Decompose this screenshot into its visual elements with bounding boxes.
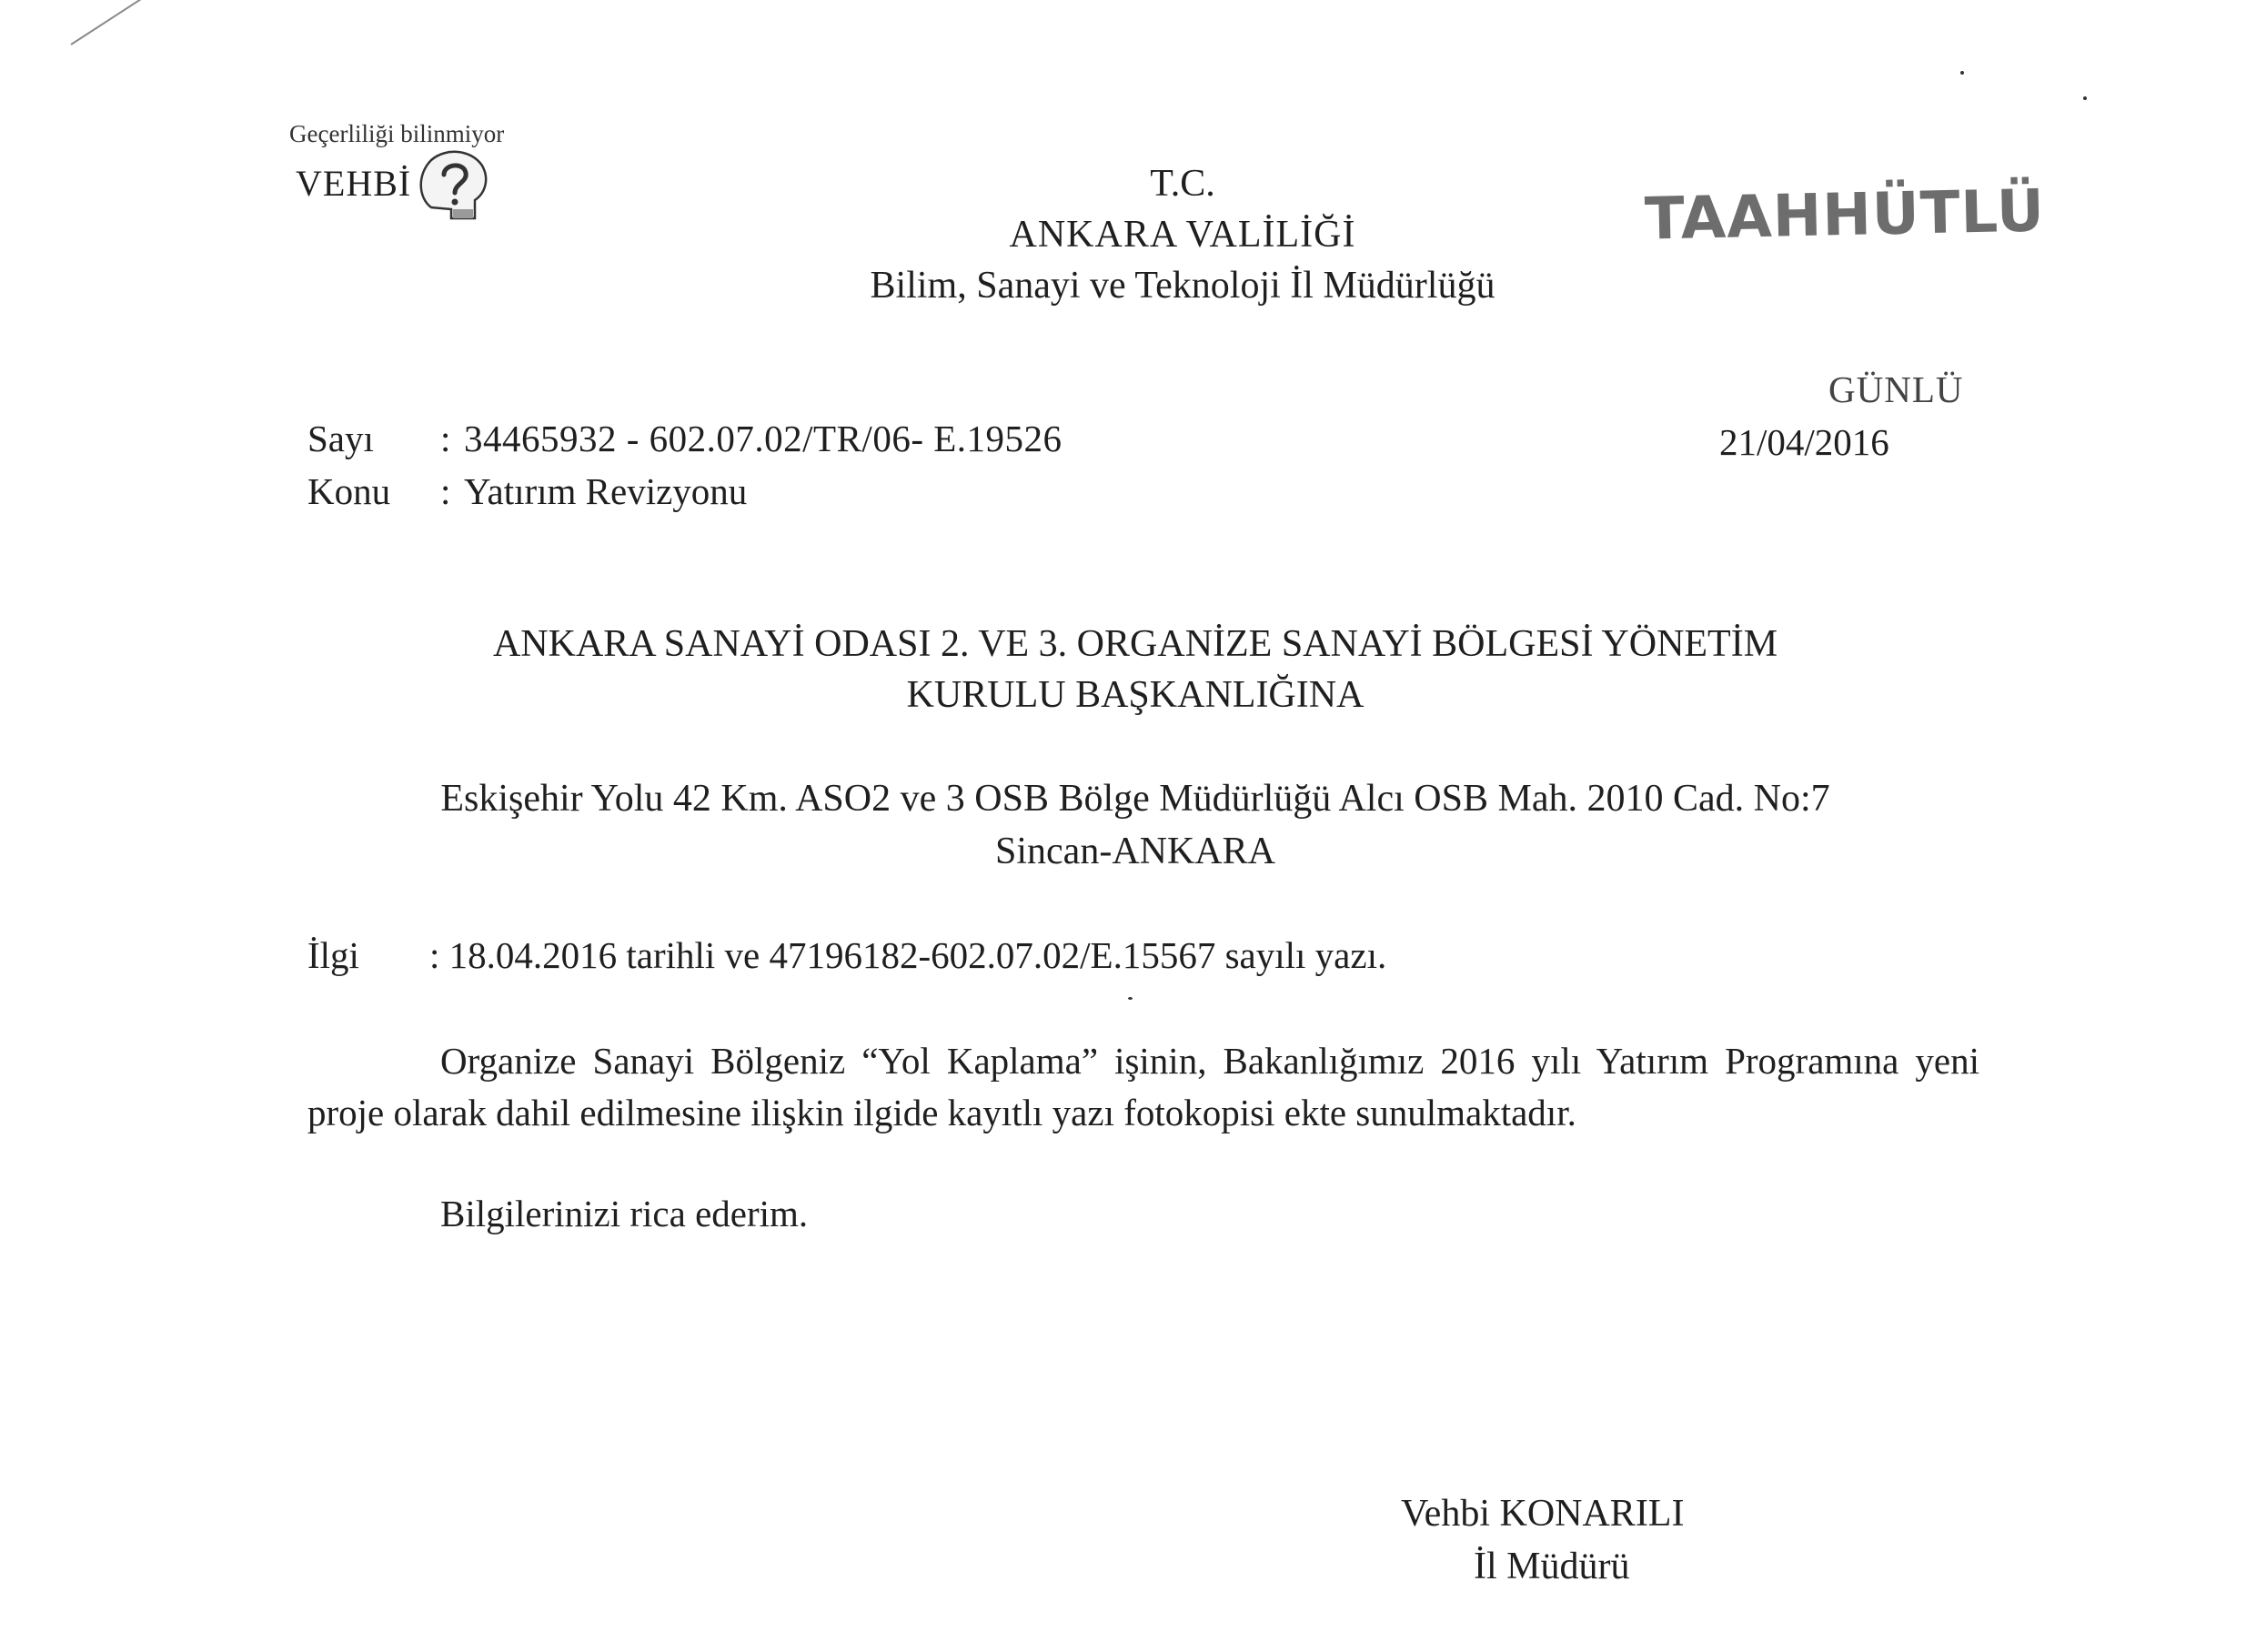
sayi-value: 34465932 - 602.07.02/TR/06- E.19526 — [464, 418, 1063, 459]
konu-colon: : — [440, 470, 451, 512]
sayi-colon: : — [440, 418, 451, 459]
reference-label: İlgi — [307, 934, 359, 976]
konu-value: Yatırım Revizyonu — [464, 470, 748, 512]
initial-mark: VEHBİ — [296, 163, 412, 204]
signatory-name: Vehbi KONARILI — [1401, 1493, 1685, 1535]
header-governorship: ANKARA VALİLİĞİ — [1009, 214, 1356, 256]
closing-sentence: Bilgilerinizi rica ederim. — [440, 1193, 809, 1234]
recipient-line-2: KURULU BAŞKANLIĞINA — [906, 674, 1365, 716]
recipient-address-1: Eskişehir Yolu 42 Km. ASO2 ve 3 OSB Bölge Müdürlüğü Alcı OSB Mah. 2010 Cad. No:7 — [440, 778, 1830, 820]
pen-mark — [70, 0, 155, 45]
registered-mail-stamp: TAAHHÜTLÜ — [1644, 177, 2046, 254]
scan-speck — [1128, 997, 1133, 1000]
document-date: 21/04/2016 — [1719, 421, 1889, 463]
header-country: T.C. — [1150, 163, 1215, 205]
header-directorate: Bilim, Sanayi ve Teknoloji İl Müdürlüğü — [870, 265, 1496, 307]
validity-note: Geçerliliği bilinmiyor — [289, 120, 505, 147]
body-paragraph: Organize Sanayi Bölgeniz “Yol Kaplama” işinin, Bakanlığımız 2016 yılı Yatırım Programına yeni proje olarak dahil edilmesine ilişkin ilgide kayıtlı yazı fotokopisi ekte sunulmaktadır. — [307, 1040, 1979, 1133]
scan-speck — [1960, 71, 1964, 75]
urgency-label: GÜNLÜ — [1828, 368, 1964, 410]
signatory-title: İl Müdürü — [1474, 1546, 1630, 1587]
reference-value: : 18.04.2016 tarihli ve 47196182-602.07.02/E.15567 sayılı yazı. — [429, 934, 1387, 976]
recipient-line-1: ANKARA SANAYİ ODASI 2. VE 3. ORGANİZE SANAYİ BÖLGESİ YÖNETİM — [492, 623, 1778, 665]
konu-label: Konu — [307, 470, 391, 512]
sayi-label: Sayı — [307, 418, 374, 459]
recipient-address-2: Sincan-ANKARA — [995, 831, 1275, 872]
scan-speck — [2083, 96, 2087, 100]
